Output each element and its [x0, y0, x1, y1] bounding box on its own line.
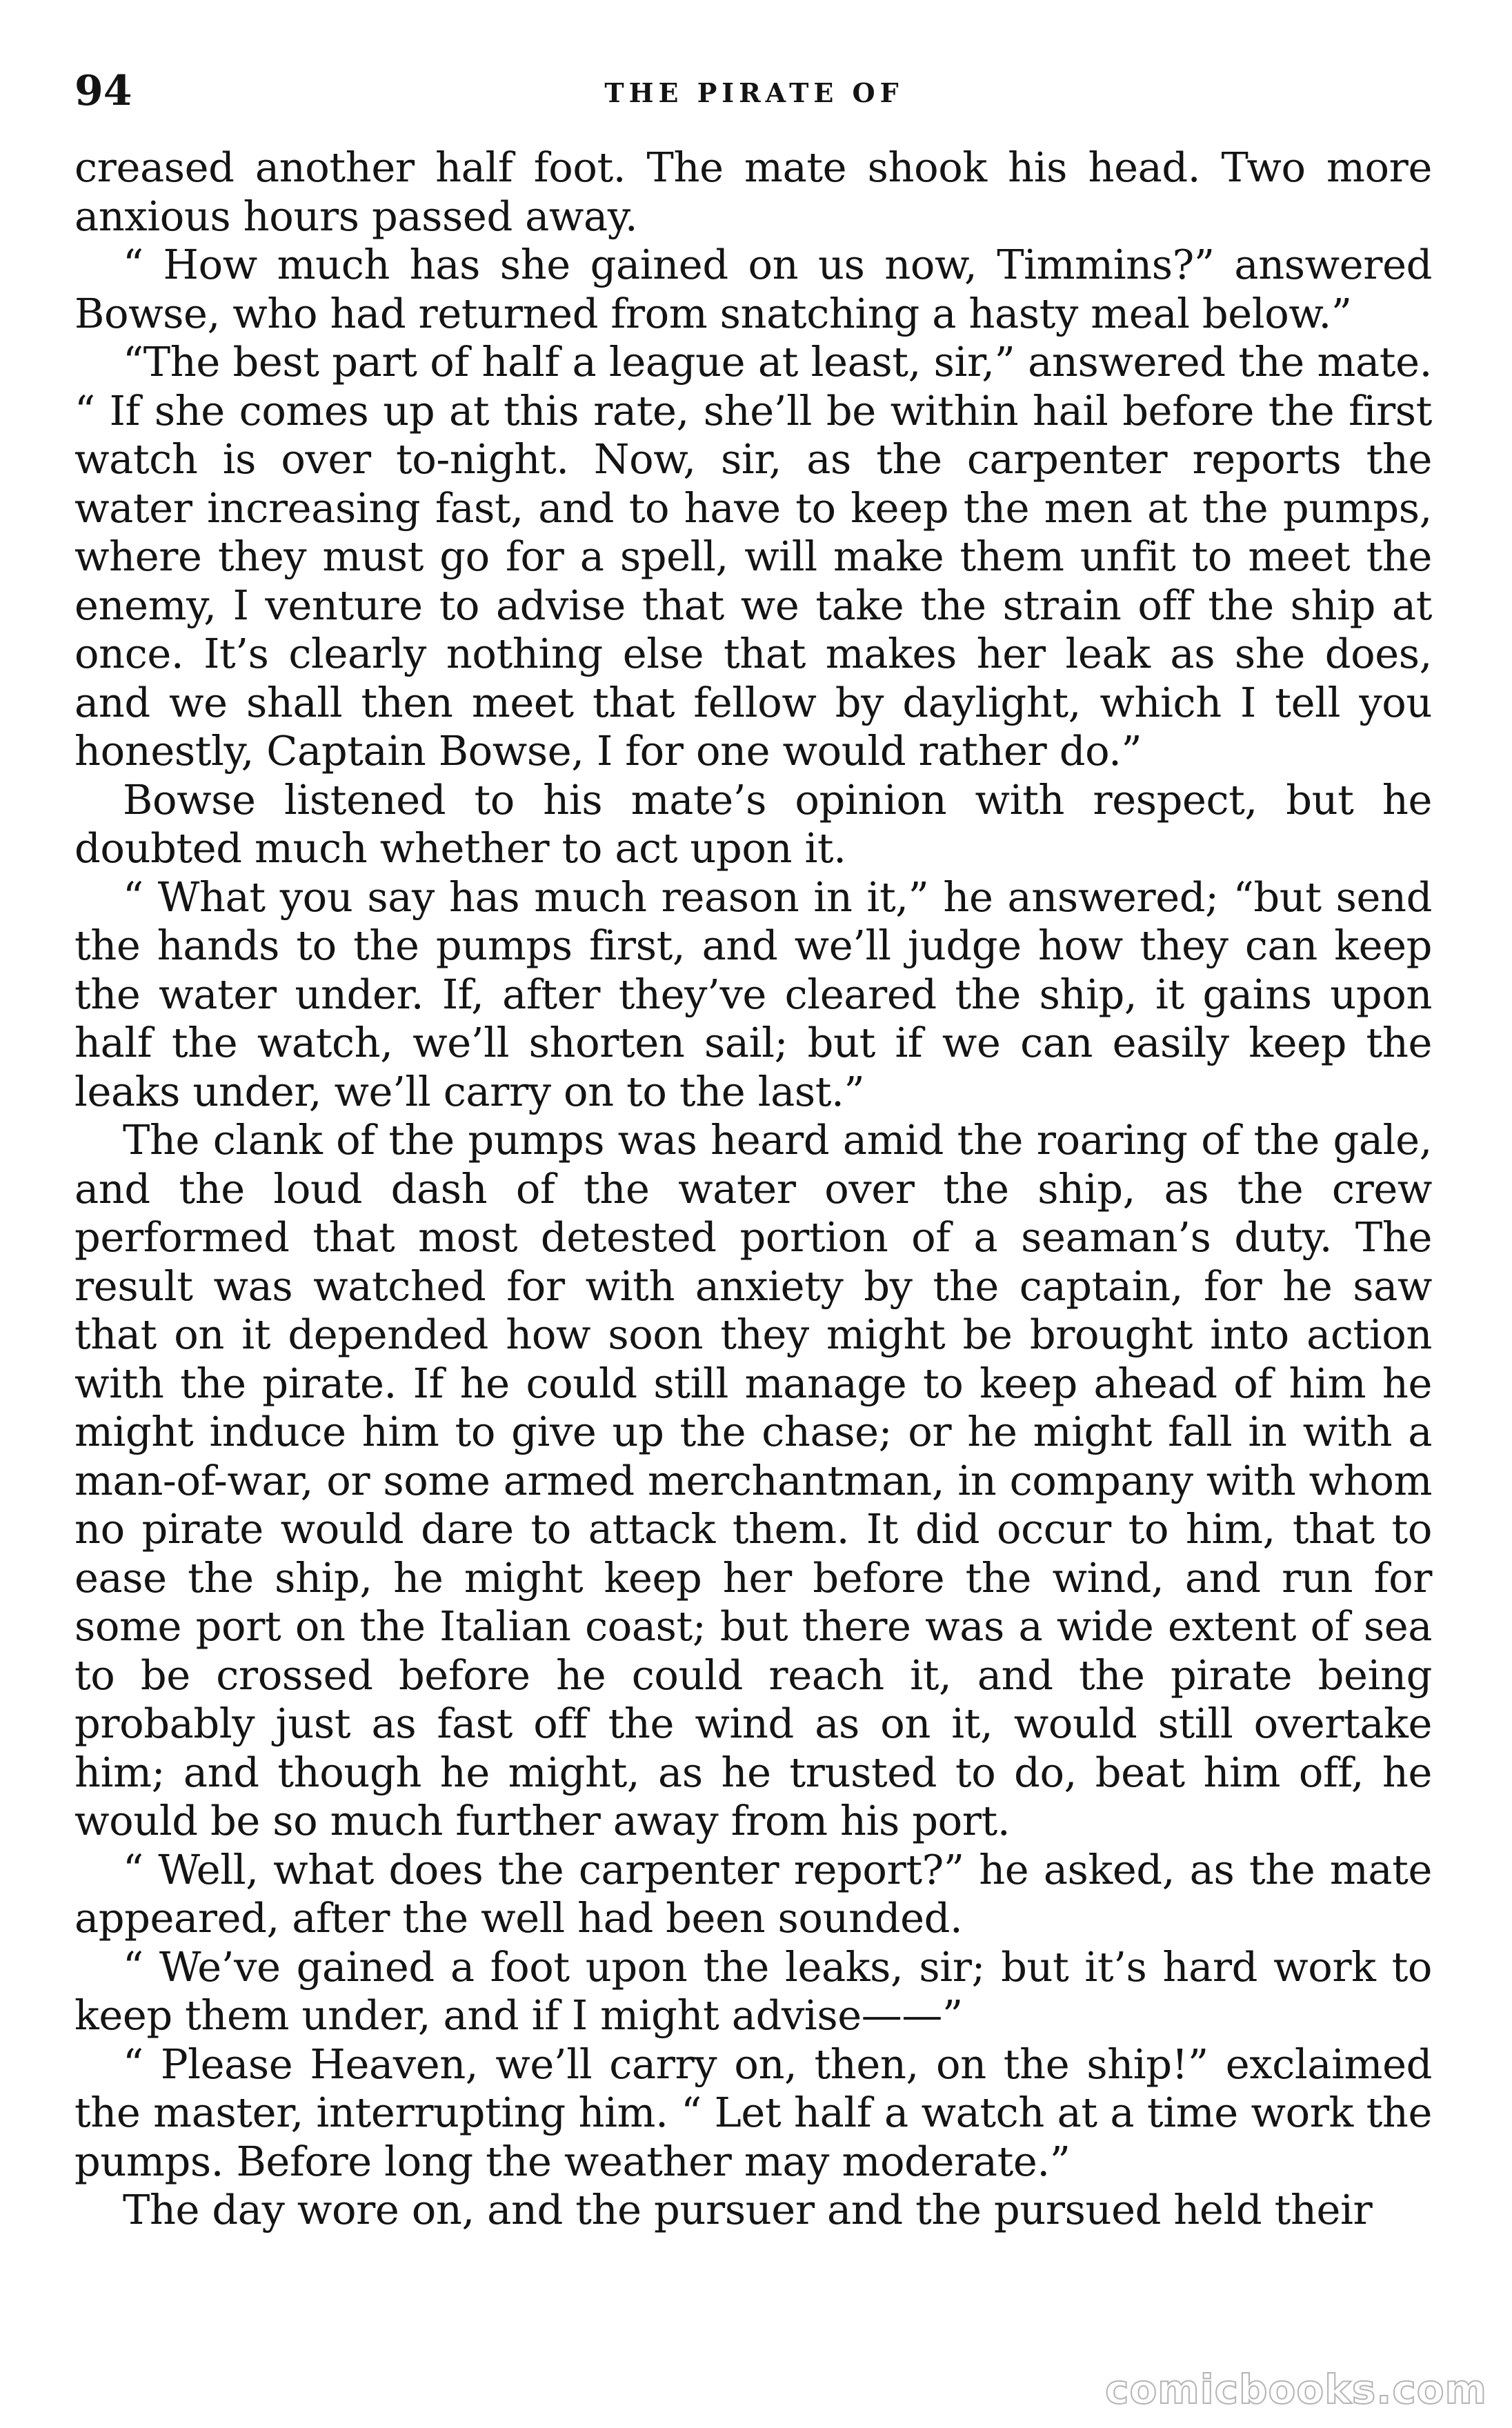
page-number: 94 [74, 67, 132, 115]
paragraph: “ What you say has much reason in it,” he answered; “but send the hands to the pumps first, and we’ll judge how they can keep the water under. If, after they’ve cleared the ship, it gains upon half the watch, we’ll shorten sail; but if we can easily keep the leaks under, we’ll carry on to the last.” [74, 873, 1432, 1115]
paragraph: “ How much has she gained on us now, Timmins?” answered Bowse, who had returned from snatching a hasty meal below.” [74, 241, 1432, 337]
paragraph: The clank of the pumps was heard amid the roaring of the gale, and the loud dash of the water over the ship, as the crew performed that most detested portion of a seaman’s duty. The result was watched for with anxiety by the captain, for he saw that on it depended how soon they might be brought into action with the pirate. If he could still manage to keep ahead of him he might induce him to give up the chase; or he might fall in with a man-of-war, or some armed merchantman, in company with whom no pirate would dare to attack them. It did occur to him, that to ease the ship, he might keep her before the wind, and run for some port on the Italian coast; but there was a wide extent of sea to be crossed before he could reach it, and the pirate being probably just as fast off the wind as on it, would still overtake him; and though he might, as he trusted to do, beat him off, he would be so much further away from his port. [74, 1116, 1432, 1844]
site-watermark: comicbooks.com [1105, 2366, 1487, 2413]
running-title: THE PIRATE OF [604, 77, 904, 108]
page-header [74, 63, 1433, 119]
paragraph: The day wore on, and the pursuer and the pursued held their [123, 2186, 1373, 2233]
paragraph: “ Well, what does the carpenter report?” he asked, as the mate appeared, after the well had been sounded. [74, 1845, 1432, 1942]
body-text [74, 143, 1432, 2235]
paragraph: “The best part of half a league at least, sir,” answered the mate. “ If she comes up at this rate, she’ll be within hail before the first watch is over to-night. Now, sir, as the carpenter reports the water increasing fast, and to have to keep the men at the pumps, where they must go for a spell, will make them unfit to meet the enemy, I venture to advise that we take the strain off the ship at once. It’s clearly nothing else that makes her leak as she does, and we shall then meet that fellow by daylight, which I tell you honestly, Captain Bowse, I for one would rather do.” [74, 338, 1432, 775]
paragraph: Bowse listened to his mate’s opinion with respect, but he doubted much whether to act upon it. [74, 775, 1432, 872]
paragraph: “ Please Heaven, we’ll carry on, then, on the ship!” exclaimed the master, interrupting him. “ Let half a watch at a time work the pumps. Before long the weather may moderate.” [74, 2040, 1432, 2185]
paragraph-continued: creased another half foot. The mate shook his head. Two more anxious hours passed away. [74, 143, 1432, 240]
paragraph: “ We’ve gained a foot upon the leaks, sir; but it’s hard work to keep them under, and if I might advise——” [74, 1942, 1432, 2039]
